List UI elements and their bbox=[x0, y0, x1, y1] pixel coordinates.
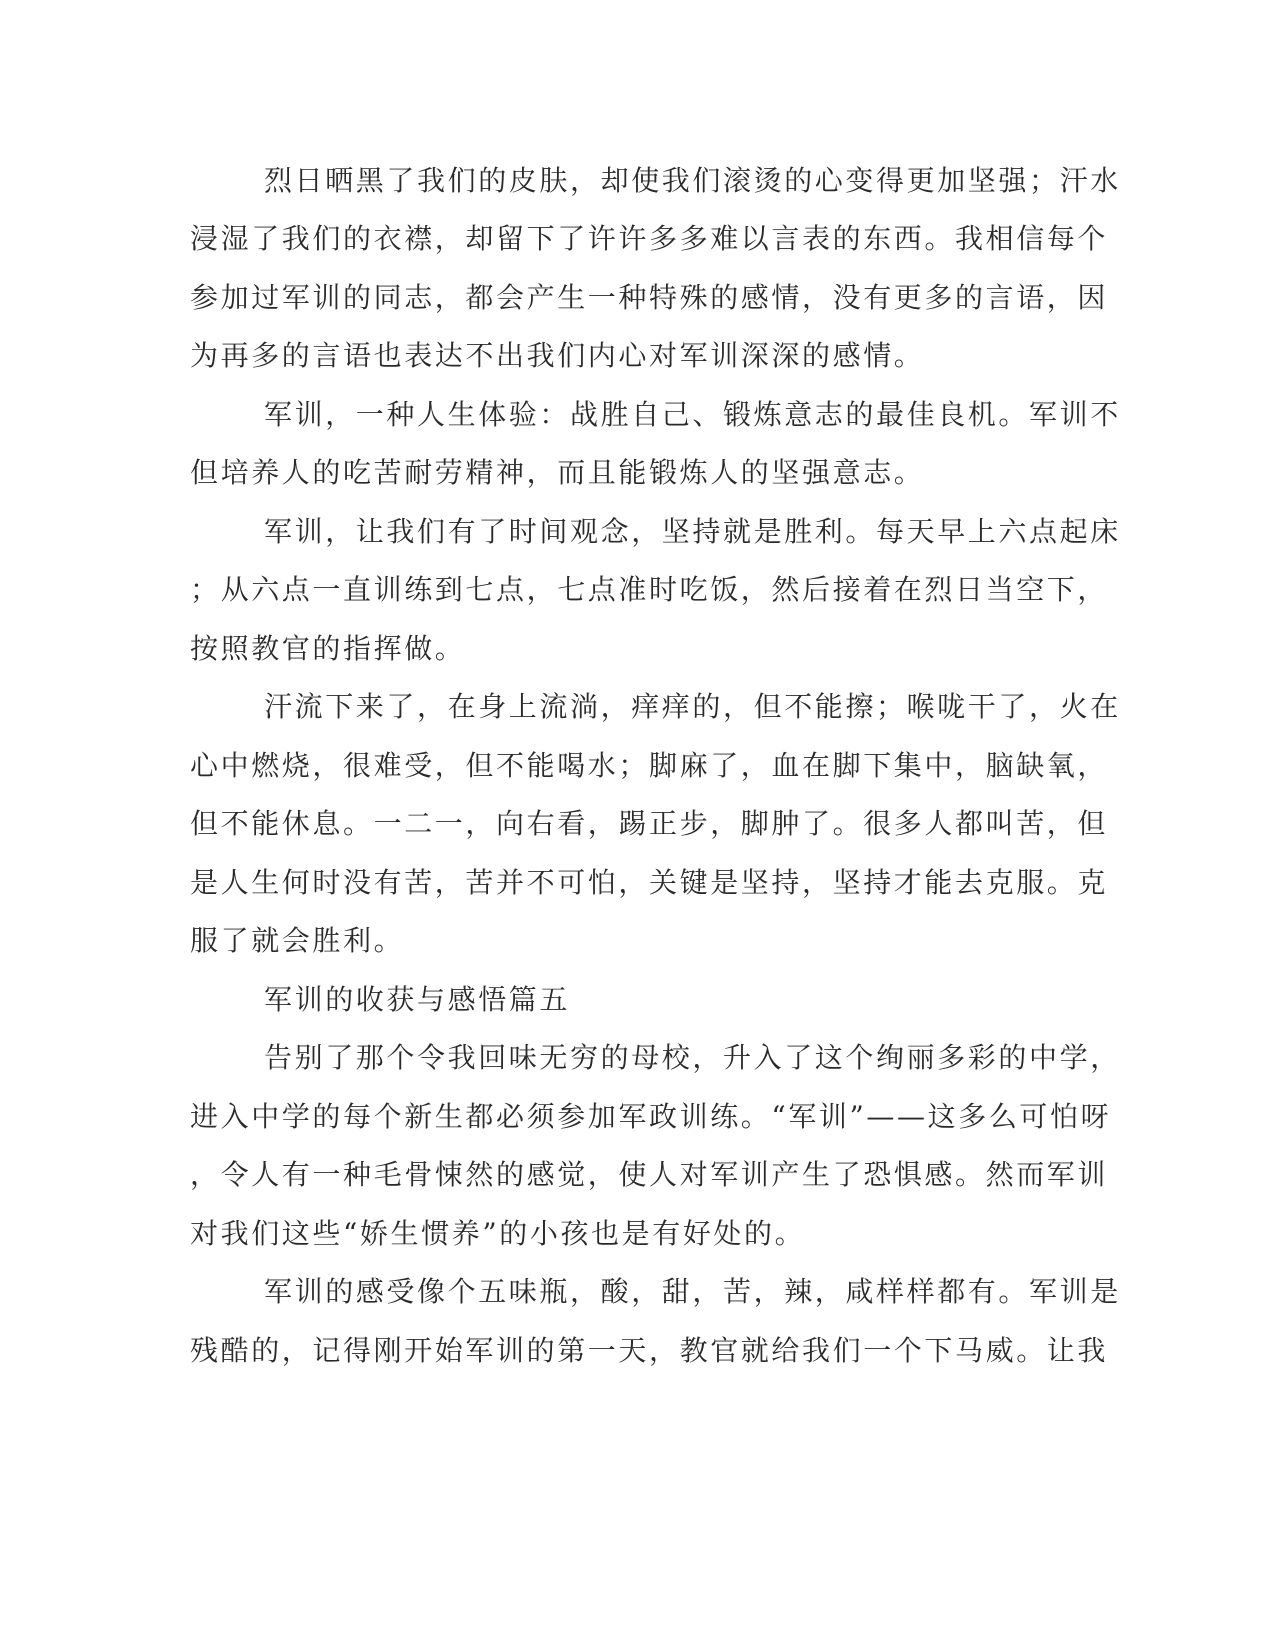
paragraph-4-line-5: 服了就会胜利。 bbox=[190, 924, 405, 957]
paragraph-6-line-1: 告别了那个令我回味无穷的母校，升入了这个绚丽多彩的中学， bbox=[264, 1041, 1121, 1074]
paragraph-1-line-2: 浸湿了我们的衣襟，却留下了许许多多难以言表的东西。我相信每个 bbox=[190, 222, 1109, 255]
paragraph-6-line-4: 对我们这些“娇生惯养”的小孩也是有好处的。 bbox=[190, 1217, 806, 1250]
paragraph-1-line-3: 参加过军训的同志，都会产生一种特殊的感情，没有更多的言语，因 bbox=[190, 281, 1109, 314]
paragraph-1-line-1: 烈日晒黑了我们的皮肤，却使我们滚烫的心变得更加坚强；汗水 bbox=[264, 164, 1121, 197]
paragraph-4-line-4: 是人生何时没有苦，苦并不可怕，关键是坚持，坚持才能去克服。克 bbox=[190, 866, 1109, 899]
paragraph-2-line-2: 但培养人的吃苦耐劳精神，而且能锻炼人的坚强意志。 bbox=[190, 456, 925, 489]
paragraph-4-line-3: 但不能休息。一二一，向右看，踢正步，脚肿了。很多人都叫苦，但 bbox=[190, 807, 1109, 840]
paragraph-6-line-2: 进入中学的每个新生都必须参加军政训练。“军训”——这多么可怕呀 bbox=[190, 1100, 1112, 1133]
paragraph-1-line-4: 为再多的言语也表达不出我们内心对军训深深的感情。 bbox=[190, 339, 925, 372]
paragraph-3-line-1: 军训，让我们有了时间观念，坚持就是胜利。每天早上六点起床 bbox=[264, 515, 1121, 548]
section-heading: 军训的收获与感悟篇五 bbox=[264, 983, 571, 1016]
paragraph-4-line-2: 心中燃烧，很难受，但不能喝水；脚麻了，血在脚下集中，脑缺氧， bbox=[190, 749, 1109, 782]
paragraph-2-line-1: 军训，一种人生体验：战胜自己、锻炼意志的最佳良机。军训不 bbox=[264, 398, 1121, 431]
paragraph-7-line-1: 军训的感受像个五味瓶，酸，甜，苦，辣，咸样样都有。军训是 bbox=[264, 1275, 1121, 1308]
paragraph-3-line-2: ；从六点一直训练到七点，七点准时吃饭，然后接着在烈日当空下， bbox=[190, 573, 1109, 606]
paragraph-4-line-1: 汗流下来了，在身上流淌，痒痒的，但不能擦；喉咙干了，火在 bbox=[264, 690, 1121, 723]
paragraph-7-line-2: 残酷的，记得刚开始军训的第一天，教官就给我们一个下马威。让我 bbox=[190, 1334, 1109, 1367]
paragraph-3-line-3: 按照教官的指挥做。 bbox=[190, 632, 466, 665]
paragraph-6-line-3: ，令人有一种毛骨悚然的感觉，使人对军训产生了恐惧感。然而军训 bbox=[190, 1158, 1109, 1191]
